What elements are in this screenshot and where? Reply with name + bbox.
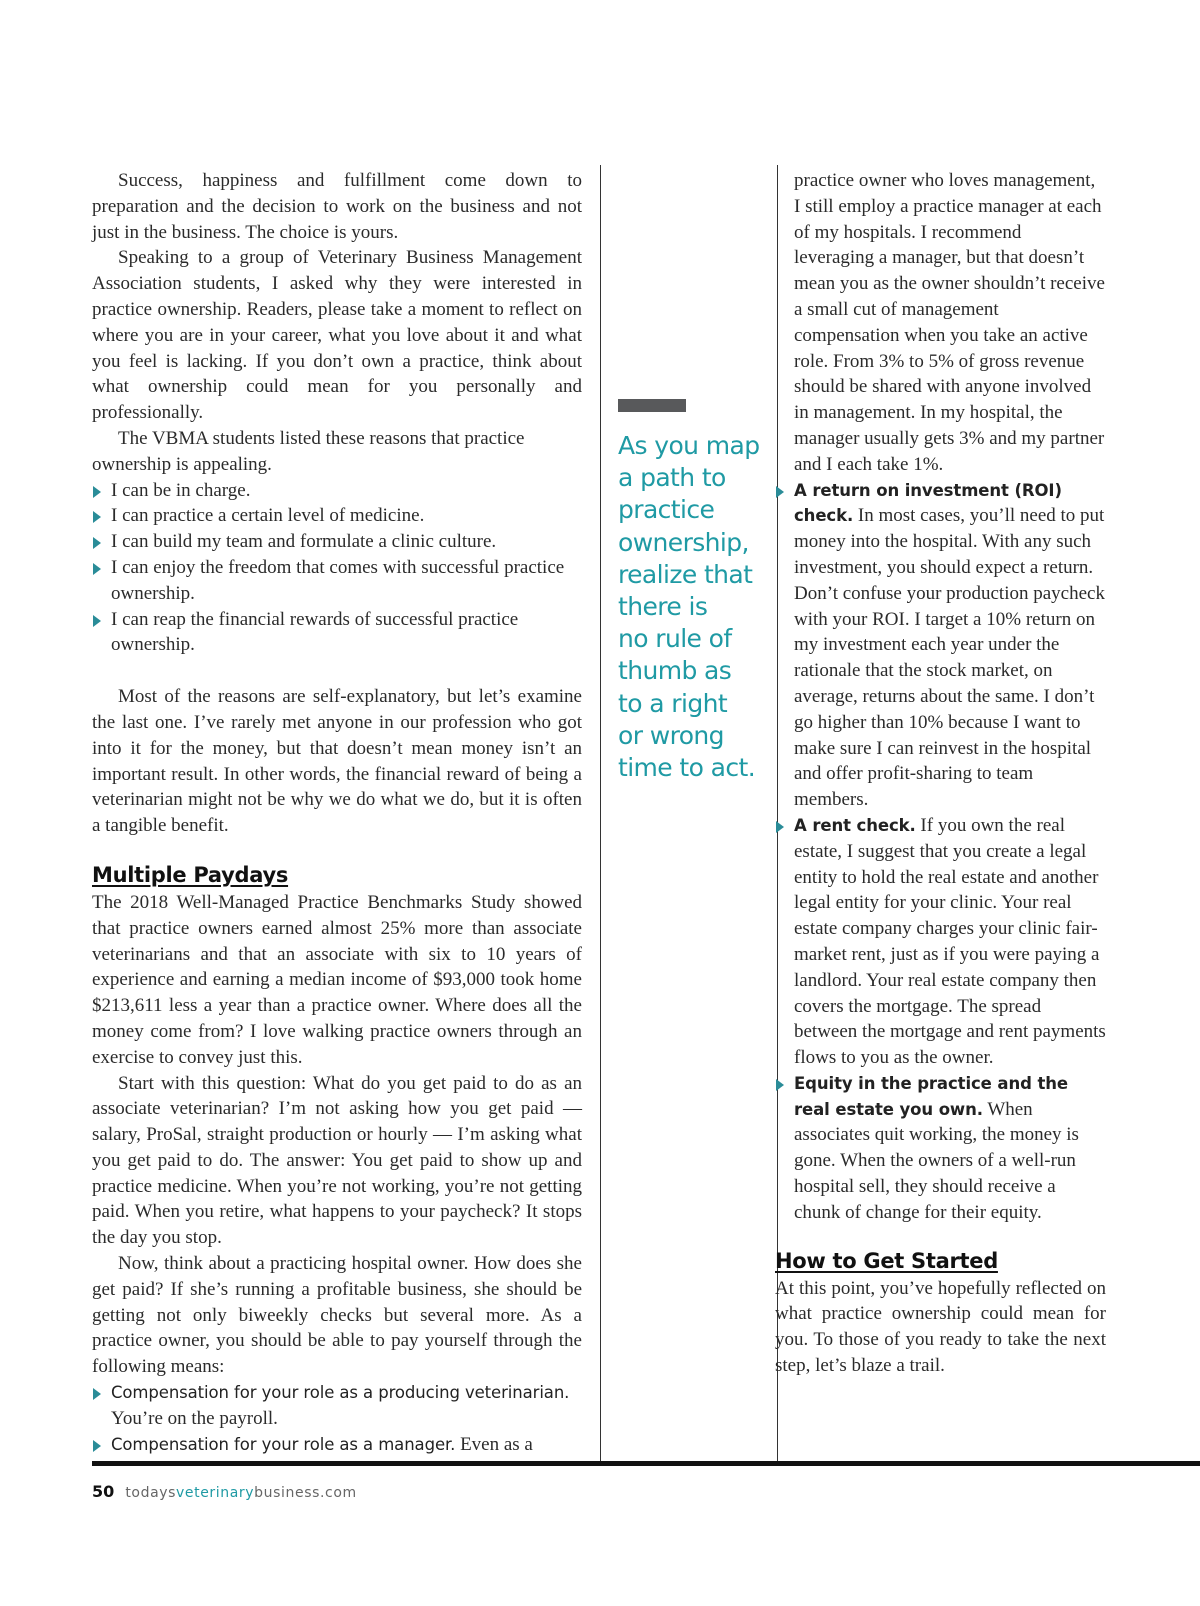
paragraph-reasons-explained: Most of the reasons are self-explanatory, but let’s examine the last one. I’ve rarely met anyone in our profession who got into it for the money, but that doesn’t mean money isn’t an important result. In other words, the financial reward of being a veterinarian might not be why we do what we do, but it is often a tangible benefit. bbox=[92, 686, 582, 837]
list-item-text: When associates quit working, the money is gone. When the owners of a well-run hospital sell, they should receive a chunk of change for their equity. bbox=[794, 1098, 1079, 1223]
pull-quote-column bbox=[618, 168, 768, 784]
list-item-text: If you own the real estate, I suggest that you create a legal entity to hold the real estate and another legal entity for your clinic. Your real estate company charges your clinic fair-market rent, just as if you were paying a landlord. Your real estate company then covers the mortgage. The spread between the mortgage and rent payments flows to you as the owner. bbox=[794, 814, 1106, 1069]
list-item bbox=[775, 478, 1106, 813]
spacer bbox=[92, 658, 582, 684]
list-item-lead: Equity in the practice and the real estate you own. bbox=[794, 1073, 1068, 1119]
paragraph-benchmarks-study: The 2018 Well-Managed Practice Benchmarks Study showed that practice owners earned almost 25% more than associate veterinarians and that an associate with six to 10 years of experience and earning a median income of $93,000 took home $213,611 less a year than a practice owner. Where does all the money come from? I love walking practice owners through an exercise to convey just this. bbox=[92, 891, 582, 1068]
pull-quote-line: or wrong bbox=[618, 720, 724, 750]
list-item: I can be in charge. bbox=[92, 478, 582, 504]
paragraph-vbma-students: Speaking to a group of Veterinary Business Management Association students, I asked why they were interested in practice ownership. Readers, please take a moment to reflect on where you are in your career, what you love about it and what you feel is lacking. If you don’t own a practice, think about what ownership could mean for you personally and professionally. bbox=[92, 247, 582, 424]
paragraph-reasons-intro: The VBMA students listed these reasons that practice ownership is appealing. bbox=[92, 427, 525, 475]
footer-rule bbox=[92, 1461, 1200, 1466]
list-item bbox=[775, 813, 1106, 1071]
means-list bbox=[92, 1380, 582, 1457]
list-item bbox=[92, 1380, 582, 1432]
paragraph-associate-pay: Start with this question: What do you get paid to do as an associate veterinarian? I’m not asking how you get paid — salary, ProSal, straight production or hourly — I’m asking what you get paid to do. The answer: You get paid to show up and practice medicine. When you’re not working, you’re not getting paid. When you retire, what happens to your paycheck? It stops the day you stop. bbox=[92, 1072, 582, 1249]
heading-how-to-get-started: How to Get Started bbox=[775, 1248, 998, 1273]
list-item bbox=[775, 1071, 1106, 1226]
footer-site-highlight: veterinary bbox=[176, 1485, 255, 1501]
list-item-text: You’re on the payroll. bbox=[111, 1407, 278, 1429]
pull-quote-bar bbox=[618, 399, 686, 412]
footer-site-suffix: business.com bbox=[254, 1485, 357, 1501]
pull-quote-line: As you map bbox=[618, 431, 760, 460]
list-item bbox=[92, 1432, 582, 1458]
ownership-income-list bbox=[775, 478, 1106, 1226]
list-item-lead: Compensation for your role as a manager. bbox=[111, 1434, 456, 1454]
pull-quote-line: time to act. bbox=[618, 753, 756, 783]
footer-site-prefix: todays bbox=[125, 1485, 177, 1501]
list-item-lead: A rent check. bbox=[794, 815, 916, 835]
pull-quote-line: realize that bbox=[618, 559, 753, 589]
page-footer bbox=[92, 1482, 357, 1501]
pull-quote-line: thumb as bbox=[618, 656, 732, 686]
pull-quote-line: practice bbox=[618, 495, 715, 525]
reasons-list bbox=[92, 478, 582, 659]
column-divider bbox=[600, 165, 601, 1462]
pull-quote-line: no rule of bbox=[618, 624, 732, 654]
paragraph-intro: Success, happiness and fulfillment come down to preparation and the decision to work on the business and not just in the business. The choice is yours. bbox=[92, 170, 582, 243]
list-item: I can build my team and formulate a clinic culture. bbox=[92, 529, 582, 555]
pull-quote-line: ownership, bbox=[618, 527, 749, 557]
right-column bbox=[775, 168, 1106, 1379]
pull-quote-line: to a right bbox=[618, 688, 728, 718]
heading-multiple-paydays: Multiple Paydays bbox=[92, 862, 289, 887]
list-item-text: Even as a bbox=[455, 1433, 533, 1455]
list-item: I can reap the financial rewards of successful practice ownership. bbox=[92, 607, 582, 659]
list-item: I can enjoy the freedom that comes with successful practice ownership. bbox=[92, 555, 582, 607]
list-item-lead: Compensation for your role as a producing veterinarian. bbox=[111, 1383, 570, 1403]
left-column bbox=[92, 168, 582, 1457]
paragraph-conclusion: At this point, you’ve hopefully reflected on what practice ownership could mean for you. To those of you ready to take the next step, let’s blaze a trail. bbox=[775, 1277, 1106, 1377]
paragraph-manager-continued: practice owner who loves management, I still employ a practice manager at each of my hospitals. I recommend leveraging a manager, but that doesn’t mean you as the owner shouldn’t receive a small cut of management compensation when you take an active role. From 3% to 5% of gross revenue should be shared with anyone involved in management. In my hospital, the manager usually gets 3% and my partner and I each take 1%. bbox=[794, 170, 1105, 475]
list-item-text: In most cases, you’ll need to put money into the hospital. With any such investment, you should expect a return. Don’t confuse your production paycheck with your ROI. I target a 10% return on my investment each year under the rationale that the stock market, on average, returns about the same. I don’t go higher than 10% because I want to make sure I can reinvest in the hospital and offer profit-sharing to team members. bbox=[794, 505, 1105, 811]
pull-quote bbox=[618, 430, 768, 784]
pull-quote-line: there is bbox=[618, 592, 708, 622]
page-number: 50 bbox=[92, 1482, 115, 1501]
paragraph-owner-pay: Now, think about a practicing hospital owner. How does she get paid? If she’s running a profitable business, she should be getting not only biweekly checks but several more. As a practice owner, you should be able to pay yourself through the following means: bbox=[92, 1253, 582, 1378]
list-item: I can practice a certain level of medicine. bbox=[92, 503, 582, 529]
pull-quote-line: a path to bbox=[618, 463, 726, 493]
list-item-lead: A return on investment (ROI) check. bbox=[794, 480, 1062, 526]
